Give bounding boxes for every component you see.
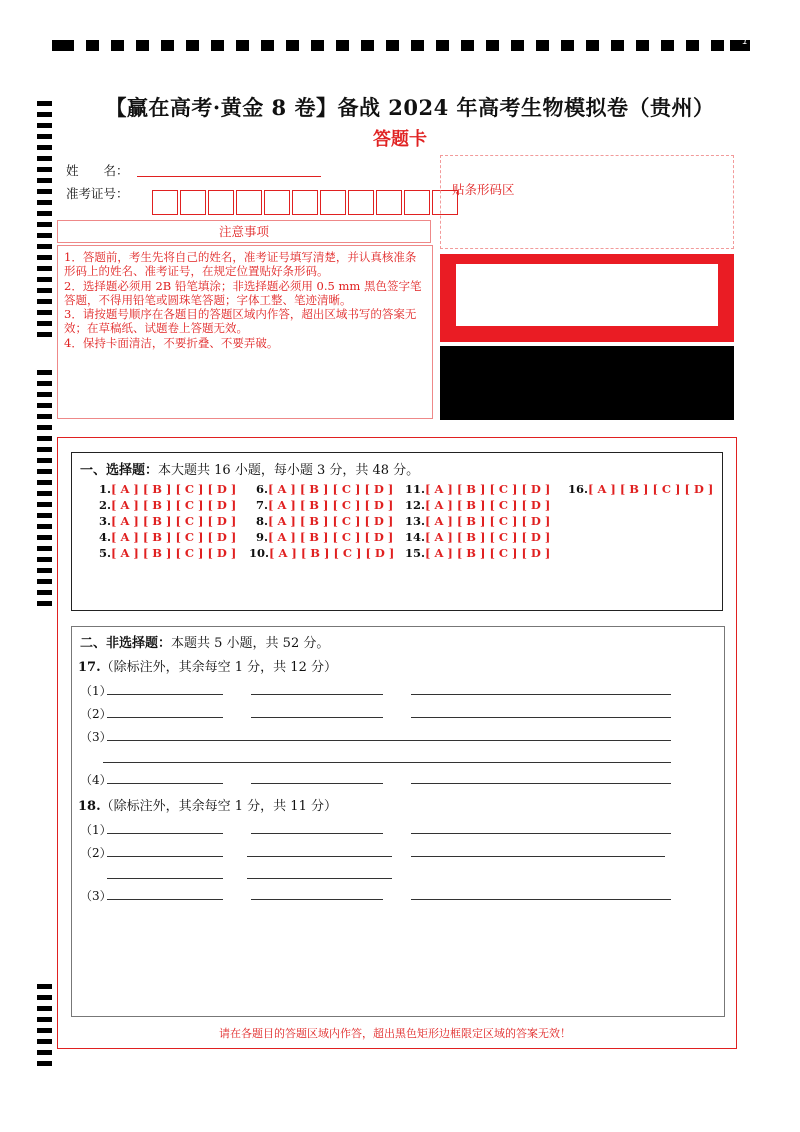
mc-question[interactable]: 2.[ A ] [ B ] [ C ] [ D ] (99, 498, 237, 512)
mc-question[interactable]: 3.[ A ] [ B ] [ C ] [ D ] (99, 514, 237, 528)
notice-item: 4．保持卡面清洁，不要折叠、不要弄破。 (64, 335, 279, 350)
section1-desc: 本大题共 16 小题，每小题 3 分，共 48 分。 (158, 463, 420, 478)
answer-line[interactable] (251, 783, 383, 784)
answer-line[interactable] (411, 856, 665, 857)
answer-line[interactable] (411, 783, 671, 784)
answer-line[interactable] (411, 899, 671, 900)
answer-line[interactable] (247, 878, 392, 879)
absent-mark-inner (456, 264, 718, 326)
mc-question[interactable]: 1.[ A ] [ B ] [ C ] [ D ] (99, 482, 237, 496)
section2-desc: 本题共 5 小题，共 52 分。 (171, 636, 330, 651)
q18-part-label: （3） (80, 889, 112, 903)
q17-desc: （除标注外，其余每空 1 分，共 12 分） (100, 660, 337, 675)
mc-question[interactable]: 6.[ A ] [ B ] [ C ] [ D ] (256, 482, 394, 496)
notice-heading: 注意事项 (57, 220, 431, 243)
mc-question[interactable]: 8.[ A ] [ B ] [ C ] [ D ] (256, 514, 394, 528)
answer-line[interactable] (411, 717, 671, 718)
answer-line[interactable] (107, 783, 223, 784)
answer-line[interactable] (107, 856, 223, 857)
page-subtitle: 答题卡 (373, 129, 427, 150)
footer-warning: 请在各题目的答题区域内作答，超出黑色矩形边框限定区域的答案无效！ (219, 1027, 571, 1040)
section2-title: 二、非选择题： (80, 636, 172, 651)
page-title: 【赢在高考·黄金 8 卷】备战 2024 年高考生物模拟卷（贵州） (105, 95, 715, 120)
q18-part-label: （2） (80, 846, 112, 860)
black-block (440, 346, 734, 420)
mc-question[interactable]: 11.[ A ] [ B ] [ C ] [ D ] (405, 482, 551, 496)
mc-question[interactable]: 9.[ A ] [ B ] [ C ] [ D ] (256, 530, 394, 544)
answer-line[interactable] (107, 833, 223, 834)
mc-question[interactable]: 7.[ A ] [ B ] [ C ] [ D ] (256, 498, 394, 512)
notice-item: 2．选择题必须用 2B 铅笔填涂；非选择题必须用 0.5 mm 黑色签字笔答题，不得用铅笔或圆珠笔答题；字体工整、笔迹清晰。 (64, 278, 422, 307)
mc-question[interactable]: 4.[ A ] [ B ] [ C ] [ D ] (99, 530, 237, 544)
mc-question[interactable]: 10.[ A ] [ B ] [ C ] [ D ] (249, 546, 395, 560)
q17-part-label: （1） (80, 684, 112, 698)
mc-question[interactable]: 13.[ A ] [ B ] [ C ] [ D ] (405, 514, 551, 528)
notice-item: 1．答题前，考生先将自己的姓名，准考证号填写清楚，并认真核准条形码上的姓名、准考证号，在规定位置贴好条形码。 (64, 250, 417, 279)
exam-id-label: 准考证号： (66, 186, 129, 201)
answer-line[interactable] (247, 856, 392, 857)
answer-line[interactable] (411, 694, 671, 695)
q17-part-label: （3） (80, 730, 112, 744)
section2-header (80, 632, 329, 651)
barcode-label: 贴条形码区 (452, 182, 515, 197)
section1-title: 一、选择题： (80, 463, 159, 478)
barcode-area (440, 155, 734, 249)
answer-line[interactable] (107, 717, 223, 718)
free-response-section (71, 626, 725, 1017)
page-number: 1 (742, 37, 748, 47)
q18-number: 18. (78, 799, 101, 814)
notice-body (57, 245, 433, 419)
answer-line[interactable] (103, 762, 671, 763)
q17-header (78, 656, 337, 675)
q17-part-label: （4） (80, 773, 112, 787)
top-timing-marks (52, 37, 750, 52)
notice-item: 3．请按题号顺序在各题目的答题区域内作答，超出区域书写的答案无效；在草稿纸、试题卷上答题无效。 (64, 307, 417, 336)
q18-header (78, 795, 337, 814)
mc-question[interactable]: 12.[ A ] [ B ] [ C ] [ D ] (405, 498, 551, 512)
q17-part-label: （2） (80, 707, 112, 721)
mc-question[interactable]: 16.[ A ] [ B ] [ C ] [ D ] (568, 482, 714, 496)
name-field[interactable] (137, 176, 321, 177)
mc-question[interactable]: 15.[ A ] [ B ] [ C ] [ D ] (405, 546, 551, 560)
answer-line[interactable] (107, 694, 223, 695)
q18-desc: （除标注外，其余每空 1 分，共 11 分） (100, 799, 337, 814)
answer-line[interactable] (251, 833, 383, 834)
answer-line[interactable] (251, 899, 383, 900)
answer-line[interactable] (107, 878, 223, 879)
answer-line[interactable] (107, 899, 223, 900)
exam-id-boxes[interactable] (152, 190, 460, 215)
section1-header (80, 459, 419, 478)
name-label: 姓 名： (66, 163, 129, 178)
answer-line[interactable] (107, 740, 671, 741)
answer-line[interactable] (251, 694, 383, 695)
answer-line[interactable] (251, 717, 383, 718)
mc-question[interactable]: 14.[ A ] [ B ] [ C ] [ D ] (405, 530, 551, 544)
q18-part-label: （1） (80, 823, 112, 837)
q17-number: 17. (78, 660, 101, 675)
answer-line[interactable] (411, 833, 671, 834)
mc-question[interactable]: 5.[ A ] [ B ] [ C ] [ D ] (99, 546, 237, 560)
